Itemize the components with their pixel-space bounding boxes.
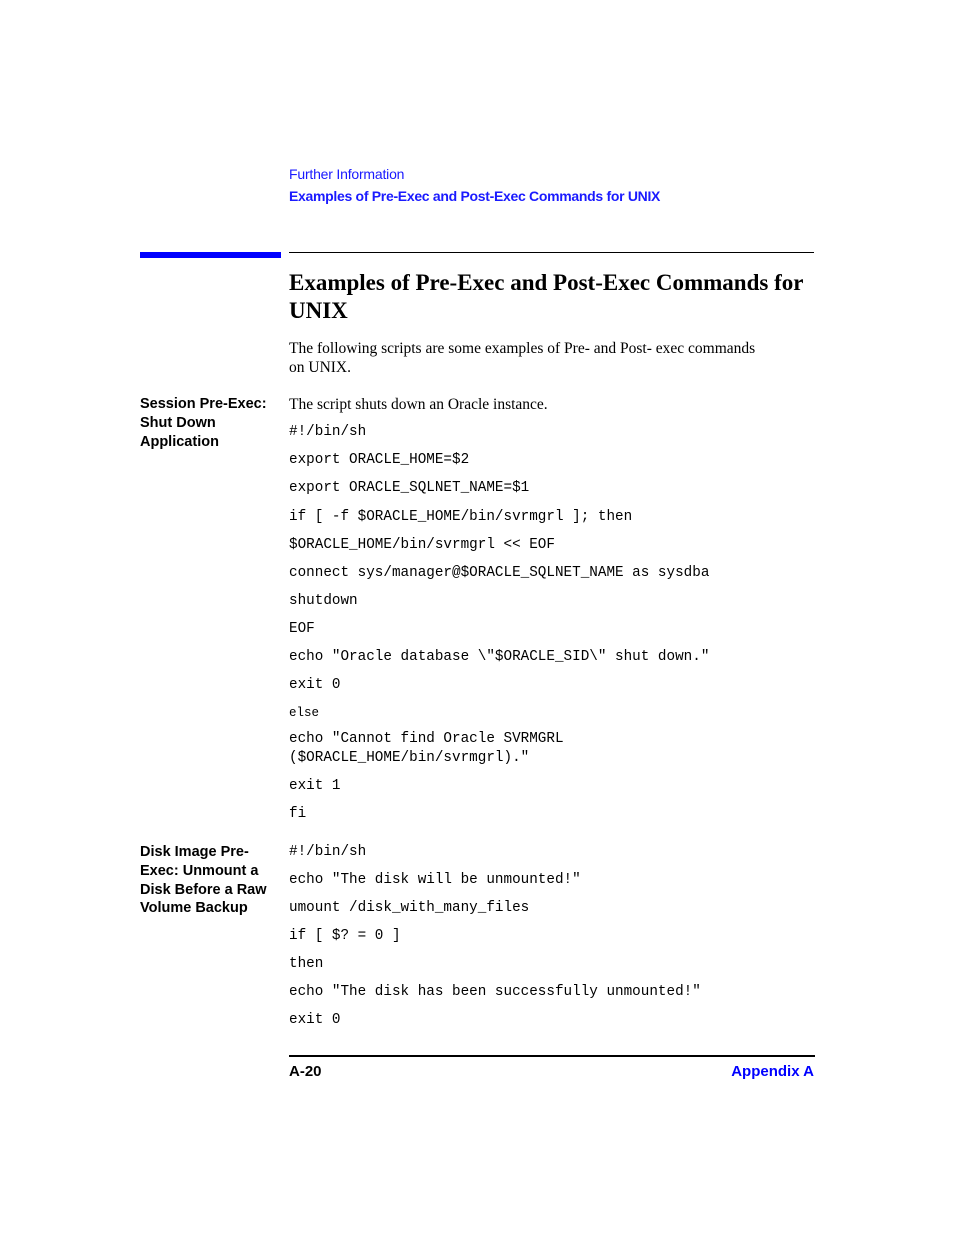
code-line: #!/bin/sh xyxy=(289,844,367,860)
code-line: exit 0 xyxy=(289,1012,341,1028)
code-line: $ORACLE_HOME/bin/svrmgrl << EOF xyxy=(289,537,555,553)
code-line: fi xyxy=(289,806,307,822)
code-line: echo "The disk has been successfully unmounted!" xyxy=(289,984,701,1000)
session-pre-exec-description: The script shuts down an Oracle instance. xyxy=(289,396,548,413)
page-title: Examples of Pre-Exec and Post-Exec Commands for UNIX xyxy=(289,270,804,323)
code-line: umount /disk_with_many_files xyxy=(289,900,530,916)
footer-rule xyxy=(289,1055,815,1057)
code-line: else xyxy=(289,706,320,720)
code-line: EOF xyxy=(289,621,315,637)
code-line: echo "Cannot find Oracle SVRMGRL ($ORACLE_HOME/bin/svrmgrl)." xyxy=(289,731,564,766)
disk-image-pre-exec-label: Disk Image Pre-Exec: Unmount a Disk Before a Raw Volume Backup xyxy=(140,844,267,917)
code-line: export ORACLE_SQLNET_NAME=$1 xyxy=(289,480,530,496)
code-line: then xyxy=(289,956,324,972)
code-line: if [ $? = 0 ] xyxy=(289,928,401,944)
code-line: if [ -f $ORACLE_HOME/bin/svrmgrl ]; then xyxy=(289,509,633,525)
code-line: exit 0 xyxy=(289,677,341,693)
session-pre-exec-label: Session Pre-Exec: Shut Down Application xyxy=(140,396,267,450)
code-line: shutdown xyxy=(289,593,358,609)
running-header-chapter: Further Information xyxy=(289,166,405,182)
code-line: connect sys/manager@$ORACLE_SQLNET_NAME as sysdba xyxy=(289,565,710,581)
section-rule xyxy=(289,252,814,253)
section-accent-bar xyxy=(140,252,281,258)
code-line: echo "Oracle database \"$ORACLE_SID\" shut down." xyxy=(289,649,710,665)
running-header-section: Examples of Pre-Exec and Post-Exec Commands for UNIX xyxy=(289,188,661,204)
code-line: export ORACLE_HOME=$2 xyxy=(289,452,470,468)
appendix-label: Appendix A xyxy=(731,1063,814,1080)
page-number: A-20 xyxy=(289,1063,322,1080)
intro-paragraph: The following scripts are some examples of Pre- and Post- exec commands on UNIX. xyxy=(289,340,756,376)
code-line: #!/bin/sh xyxy=(289,424,367,440)
code-line: echo "The disk will be unmounted!" xyxy=(289,872,581,888)
code-line: exit 1 xyxy=(289,778,341,794)
